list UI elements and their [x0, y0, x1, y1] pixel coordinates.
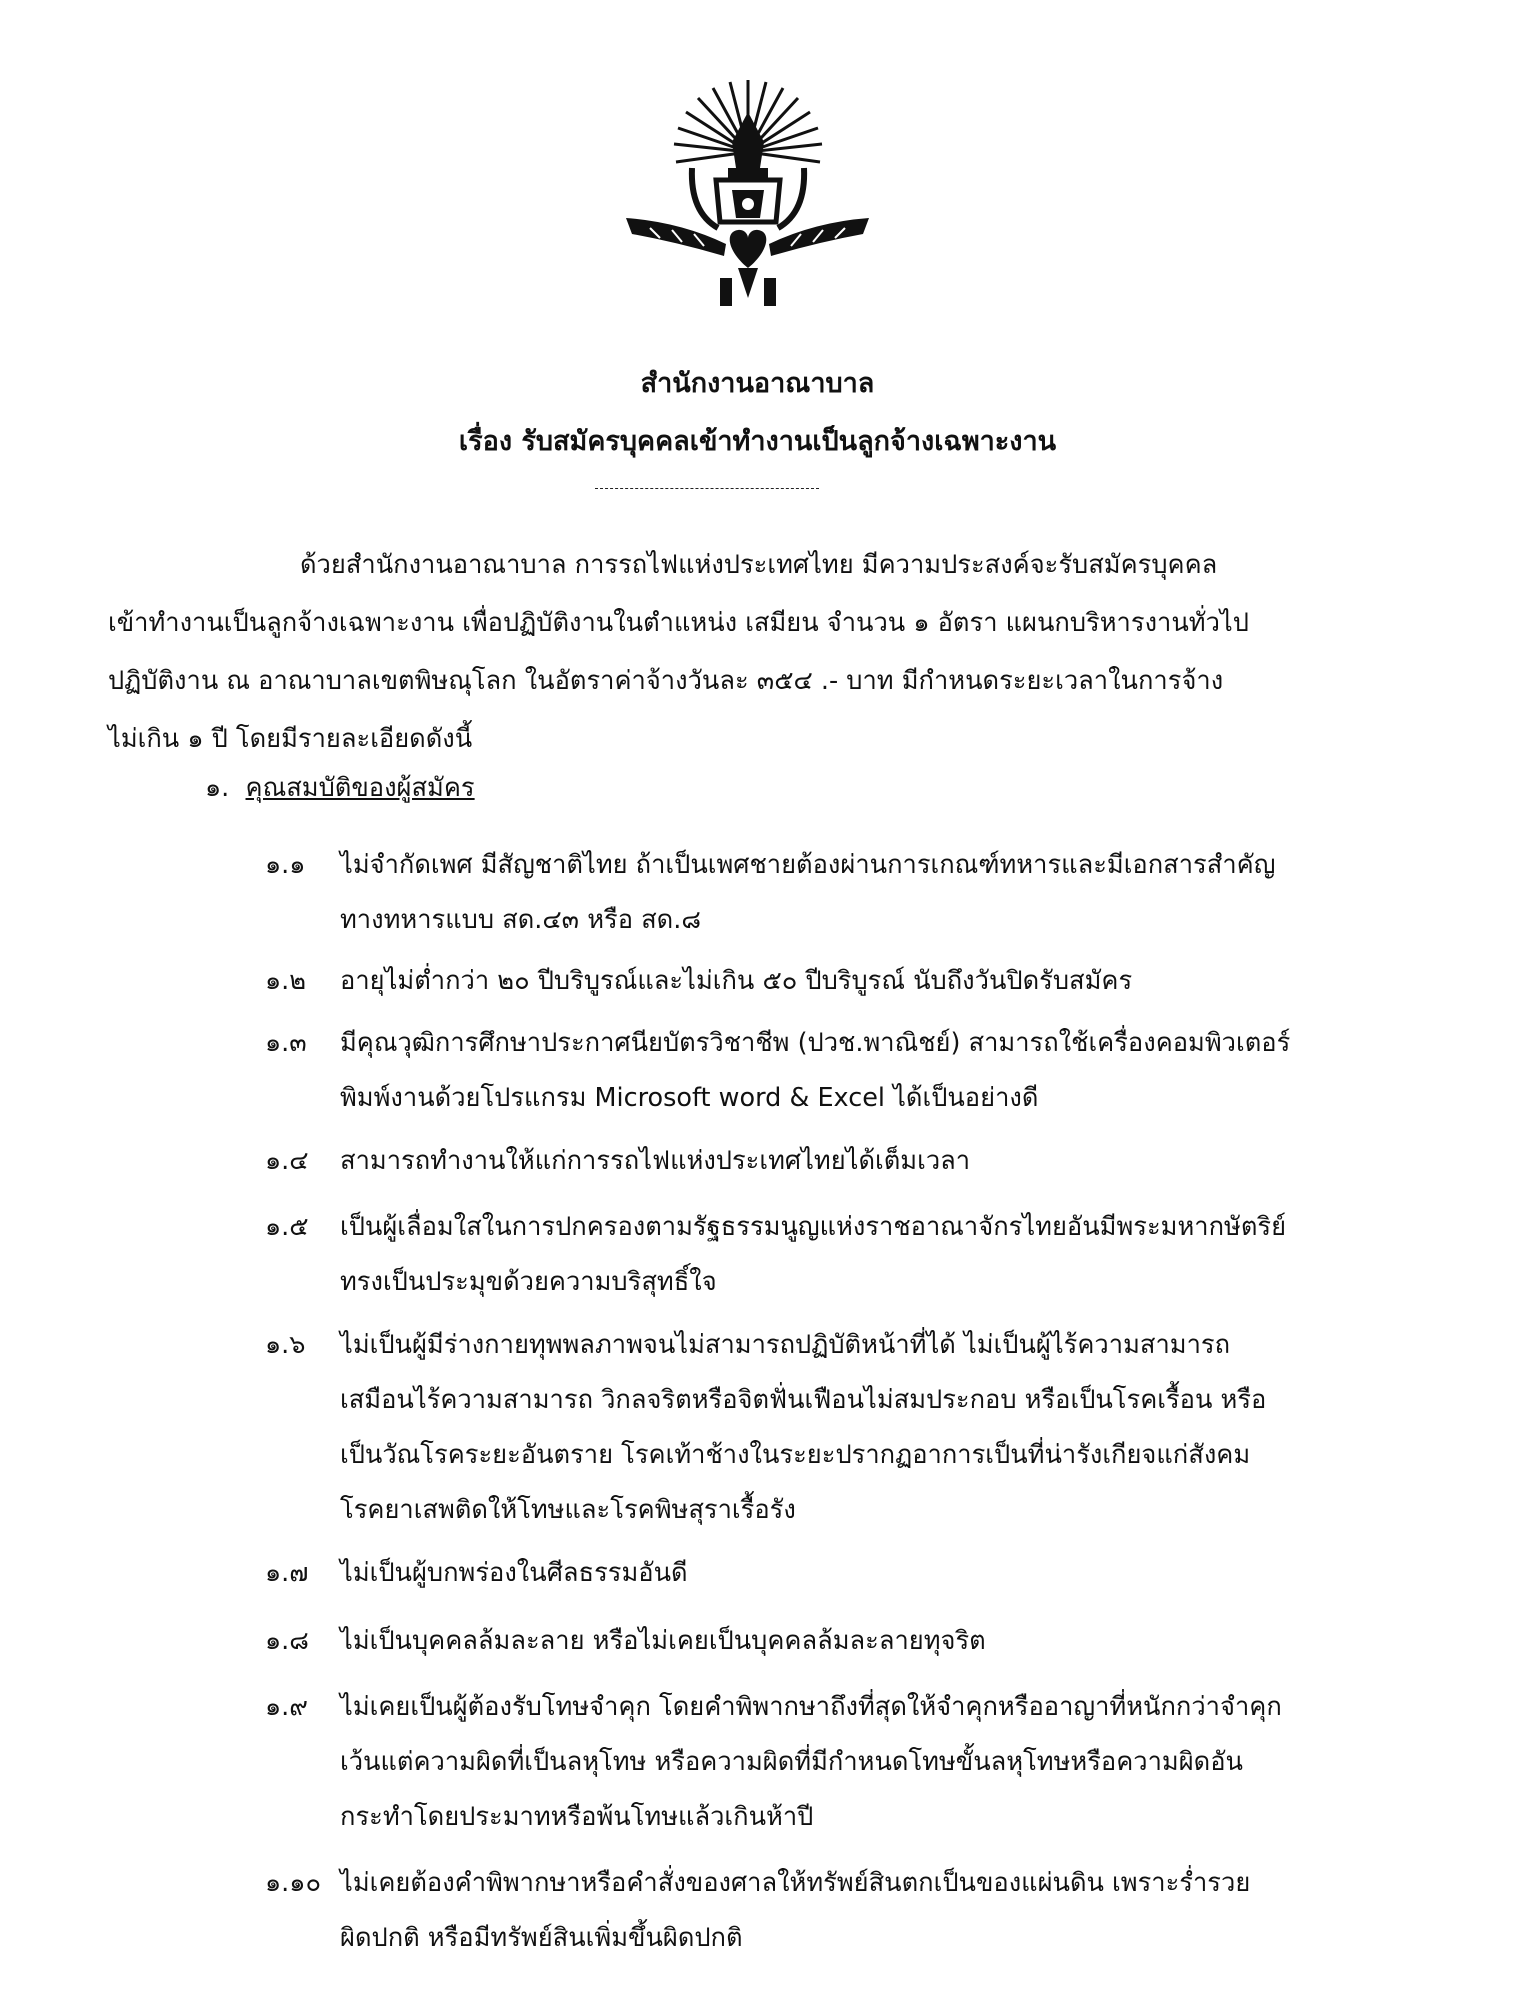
qualification-item: [265, 1016, 1425, 1126]
intro-line: ปฏิบัติงาน ณ อาณาบาลเขตพิษณุโลก ในอัตราค่าจ้างวันละ ๓๕๔ .- บาท มีกำหนดระยะเวลาในการจ้าง: [108, 666, 1224, 696]
intro-line: ไม่เกิน ๑ ปี โดยมีรายละเอียดดังนี้: [108, 724, 473, 754]
item-text: ไม่เคยเป็นผู้ต้องรับโทษจำคุก โดยคำพิพากษาถึงที่สุดให้จำคุกหรืออาญาที่หนักกว่าจำคุก: [340, 1692, 1282, 1722]
item-number: ๑.๒: [265, 966, 307, 996]
separator-line: [595, 488, 819, 489]
item-text: ไม่เป็นบุคคลล้มละลาย หรือไม่เคยเป็นบุคคลล้มละลายทุจริต: [340, 1626, 986, 1656]
item-text: สามารถทำงานให้แก่การรถไฟแห่งประเทศไทยได้เต็มเวลา: [340, 1146, 971, 1176]
item-text: โรคยาเสพติดให้โทษและโรคพิษสุราเรื้อรัง: [340, 1495, 796, 1525]
item-number: ๑.๑: [265, 850, 306, 880]
qualification-item: [265, 838, 1425, 948]
item-text: ทางทหารแบบ สด.๔๓ หรือ สด.๘: [340, 905, 702, 935]
item-text: กระทำโดยประมาทหรือพ้นโทษแล้วเกินห้าปี: [340, 1802, 814, 1832]
qualification-item: [265, 1856, 1425, 1966]
intro-line: ด้วยสำนักงานอาณาบาล การรถไฟแห่งประเทศไทย มีความประสงค์จะรับสมัครบุคคล: [300, 550, 1218, 580]
item-text: พิมพ์งานด้วยโปรแกรม Microsoft word & Excel ได้เป็นอย่างดี: [340, 1083, 1039, 1113]
qualification-item: [265, 954, 1425, 1009]
item-text: ทรงเป็นประมุขด้วยความบริสุทธิ์ใจ: [340, 1267, 717, 1297]
qualification-item: [265, 1318, 1425, 1538]
item-number: ๑.๖: [265, 1330, 306, 1360]
item-number: ๑.๕: [265, 1212, 309, 1242]
item-number: ๑.๑๐: [265, 1868, 322, 1898]
item-text: เว้นแต่ความผิดที่เป็นลหุโทษ หรือความผิดที่มีกำหนดโทษขั้นลหุโทษหรือความผิดอัน: [340, 1747, 1243, 1777]
qualification-item: [265, 1680, 1425, 1845]
intro-line: เข้าทำงานเป็นลูกจ้างเฉพาะงาน เพื่อปฏิบัติงานในตำแหน่ง เสมียน จำนวน ๑ อัตรา แผนกบริหารงานทั่วไป: [108, 608, 1249, 638]
qualification-item: [265, 1546, 1425, 1601]
item-text: เป็นผู้เลื่อมใสในการปกครองตามรัฐธรรมนูญแห่งราชอาณาจักรไทยอันมีพระมหากษัตริย์: [340, 1212, 1287, 1242]
organization-emblem: [620, 72, 875, 312]
item-number: ๑.๘: [265, 1626, 309, 1656]
item-text: มีคุณวุฒิการศึกษาประกาศนียบัตรวิชาชีพ (ปวช.พาณิชย์) สามารถใช้เครื่องคอมพิวเตอร์: [340, 1028, 1291, 1058]
section-number: ๑.: [205, 773, 230, 803]
intro-paragraph: [108, 536, 1408, 768]
qualification-item: [265, 1134, 1425, 1189]
item-text: เสมือนไร้ความสามารถ วิกลจริตหรือจิตฟั่นเฟือนไม่สมประกอบ หรือเป็นโรคเรื้อน หรือ: [340, 1385, 1267, 1415]
qualification-item: [265, 1200, 1425, 1310]
item-text: เป็นวัณโรคระยะอันตราย โรคเท้าช้างในระยะปรากฏอาการเป็นที่น่ารังเกียจแก่สังคม: [340, 1440, 1251, 1470]
item-number: ๑.๗: [265, 1558, 309, 1588]
item-text: ไม่เป็นผู้บกพร่องในศีลธรรมอันดี: [340, 1558, 688, 1588]
item-text: ไม่จำกัดเพศ มีสัญชาติไทย ถ้าเป็นเพศชายต้องผ่านการเกณฑ์ทหารและมีเอกสารสำคัญ: [340, 850, 1276, 880]
office-title: สำนักงานอาณาบาล: [640, 368, 875, 399]
item-number: ๑.๓: [265, 1028, 307, 1058]
item-text: ไม่เคยต้องคำพิพากษาหรือคำสั่งของศาลให้ทรัพย์สินตกเป็นของแผ่นดิน เพราะร่ำรวย: [340, 1868, 1251, 1898]
item-number: ๑.๙: [265, 1692, 308, 1722]
qualification-item: [265, 1614, 1425, 1669]
section-title: คุณสมบัติของผู้สมัคร: [245, 773, 475, 803]
section-heading: [205, 768, 475, 808]
item-text: ไม่เป็นผู้มีร่างกายทุพพลภาพจนไม่สามารถปฏิบัติหน้าที่ได้ ไม่เป็นผู้ไร้ความสามารถ: [340, 1330, 1231, 1360]
item-text: อายุไม่ต่ำกว่า ๒๐ ปีบริบูรณ์และไม่เกิน ๕๐ ปีบริบูรณ์ นับถึงวันปิดรับสมัคร: [340, 966, 1133, 996]
item-text: ผิดปกติ หรือมีทรัพย์สินเพิ่มขึ้นผิดปกติ: [340, 1923, 743, 1953]
item-number: ๑.๔: [265, 1146, 309, 1176]
announcement-subject: เรื่อง รับสมัครบุคคลเข้าทำงานเป็นลูกจ้างเฉพาะงาน: [458, 426, 1057, 457]
